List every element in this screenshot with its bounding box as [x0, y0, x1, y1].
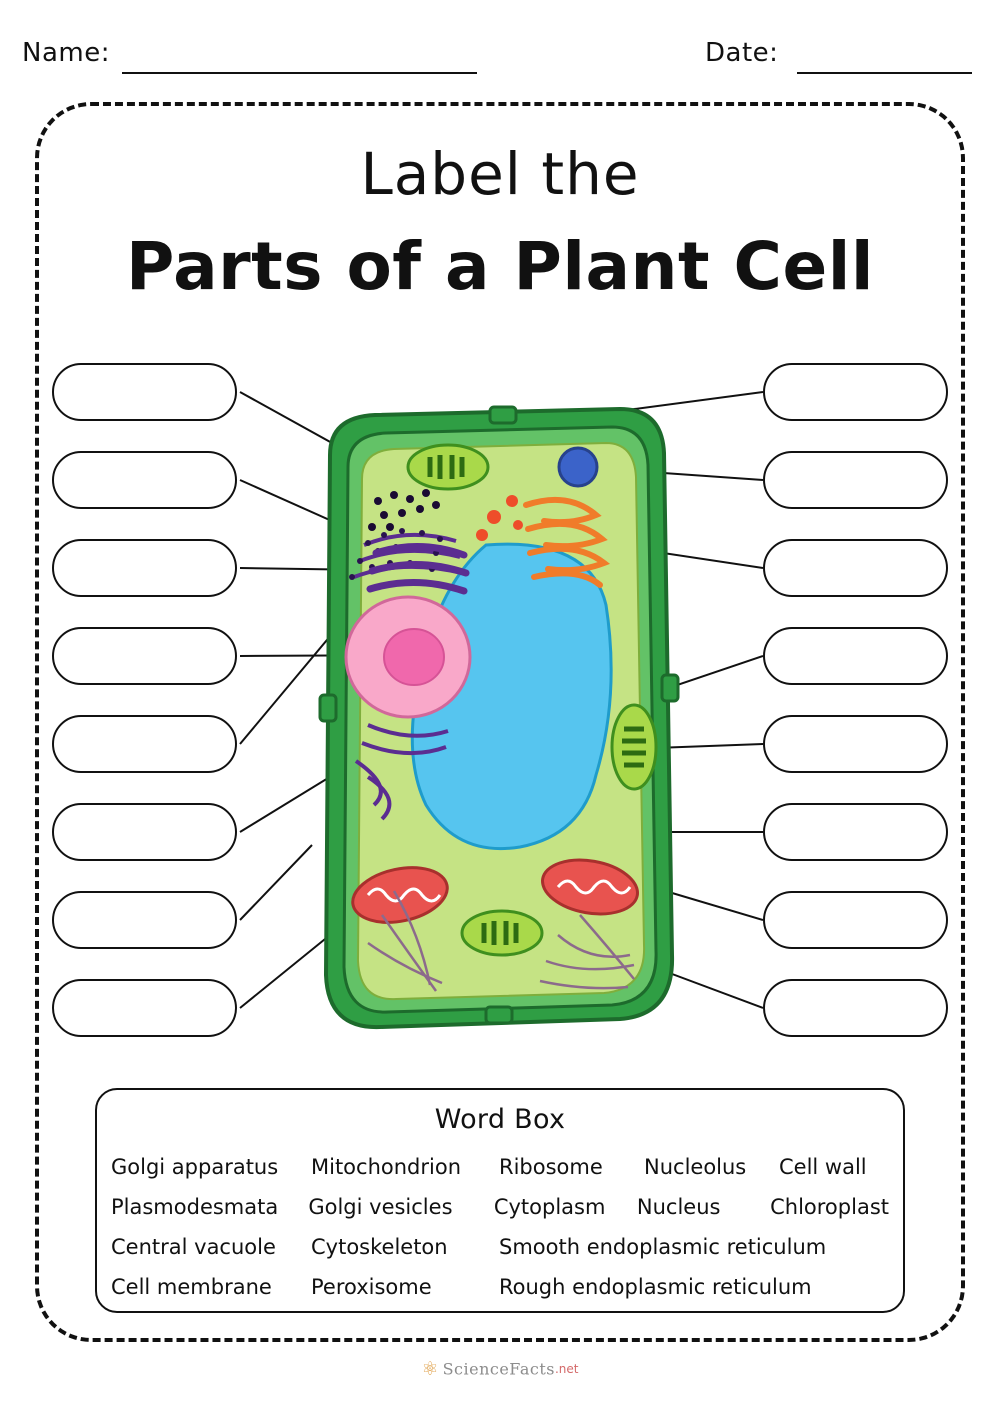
word-box-title: Word Box [434, 1104, 566, 1135]
chloroplast-3 [462, 911, 542, 955]
plant-cell-illustration [290, 395, 710, 1045]
left-blank-4[interactable] [52, 627, 237, 685]
word-item: Rough endoplasmic reticulum [499, 1275, 812, 1299]
right-blank-7[interactable] [763, 891, 948, 949]
date-label: Date: [705, 38, 779, 68]
word-item: Chloroplast [770, 1195, 889, 1219]
left-blank-5[interactable] [52, 715, 237, 773]
right-blank-1[interactable] [763, 363, 948, 421]
nucleolus-shape [384, 629, 444, 685]
brand-name: ScienceFacts [442, 1359, 555, 1379]
right-blank-4[interactable] [763, 627, 948, 685]
word-box-row [111, 1187, 889, 1227]
page-subtitle: Label the [360, 140, 640, 208]
right-blank-2[interactable] [763, 451, 948, 509]
word-item: Peroxisome [311, 1275, 432, 1299]
word-item: Nucleolus [644, 1155, 747, 1179]
plasmodesma-bottom [486, 1007, 512, 1023]
atom-icon: ⚛ [421, 1358, 439, 1380]
name-input-line[interactable] [122, 72, 477, 74]
word-item: Mitochondrion [311, 1155, 462, 1179]
left-blank-6[interactable] [52, 803, 237, 861]
chloroplast-1 [408, 445, 488, 489]
brand-suffix: .net [554, 1362, 579, 1376]
date-input-line[interactable] [797, 72, 972, 74]
name-label: Name: [22, 38, 110, 68]
right-blank-3[interactable] [763, 539, 948, 597]
word-item: Golgi apparatus [111, 1155, 279, 1179]
word-box-row [111, 1147, 889, 1187]
word-item: Central vacuole [111, 1235, 276, 1259]
left-blank-7[interactable] [52, 891, 237, 949]
plasmodesma-top [490, 407, 516, 423]
word-box [95, 1088, 905, 1313]
word-item: Cell membrane [111, 1275, 272, 1299]
word-item: Cell wall [779, 1155, 867, 1179]
plasmodesma-left [320, 695, 336, 721]
word-box-row [111, 1267, 889, 1307]
word-item: Ribosome [499, 1155, 603, 1179]
word-item: Cytoskeleton [311, 1235, 448, 1259]
page-title: Parts of a Plant Cell [125, 228, 875, 305]
peroxisome-shape [559, 448, 597, 486]
left-blank-8[interactable] [52, 979, 237, 1037]
left-blank-2[interactable] [52, 451, 237, 509]
word-item: Nucleus [636, 1195, 721, 1219]
footer-logo [0, 1358, 1000, 1380]
word-item: Cytoplasm [493, 1195, 606, 1219]
word-box-row [111, 1227, 889, 1267]
word-item: Golgi vesicles [308, 1195, 453, 1219]
left-blank-1[interactable] [52, 363, 237, 421]
word-item: Plasmodesmata [111, 1195, 279, 1219]
right-blank-5[interactable] [763, 715, 948, 773]
chloroplast-2 [612, 705, 656, 789]
right-blank-8[interactable] [763, 979, 948, 1037]
word-box-rows [97, 1147, 903, 1307]
plasmodesma-right [662, 675, 678, 701]
left-blank-3[interactable] [52, 539, 237, 597]
right-blank-6[interactable] [763, 803, 948, 861]
word-item: Smooth endoplasmic reticulum [499, 1235, 827, 1259]
